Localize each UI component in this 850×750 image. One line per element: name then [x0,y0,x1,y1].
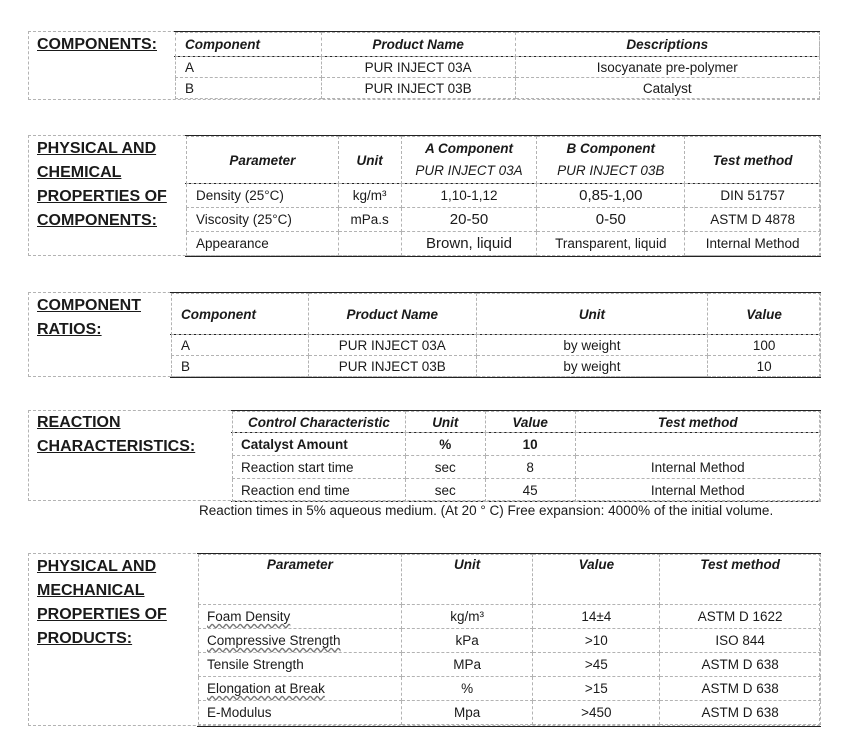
cell: kg/m³ [338,184,401,208]
cell: Transparent, liquid [537,232,685,256]
cell [575,433,820,456]
heading-line: PROPERTIES OF [37,606,167,623]
cell: PUR INJECT 03B [321,78,515,99]
table-row [187,232,821,256]
reaction-heading [37,411,195,459]
cell [199,629,402,653]
col-header [401,137,537,184]
cell: 1,10-1,12 [401,184,537,208]
cell: A [172,335,309,356]
heading-line: REACTION [37,414,121,431]
col-header: Unit [405,412,485,433]
header-line: PUR INJECT 03A [415,163,523,178]
cell [338,232,401,256]
cell: PUR INJECT 03A [321,57,515,78]
cell: Mpa [401,701,533,725]
table-row [176,57,820,78]
heading-line: PRODUCTS: [37,630,133,647]
cell: ASTM D 1622 [660,605,821,629]
table-row [199,677,821,701]
ratios-table [171,293,821,377]
mechanical-table [198,554,821,725]
cell: 100 [708,335,821,356]
cell: B [172,356,309,377]
cell: DIN 51757 [685,184,821,208]
table-row [199,653,821,677]
cell: B [176,78,322,99]
cell: by weight [476,356,708,377]
cell: >15 [533,677,660,701]
col-header: Test method [660,555,821,605]
table-row [176,78,820,99]
cell [199,677,402,701]
cell: ASTM D 638 [660,653,821,677]
cell-text: Foam Density [207,609,291,624]
col-header: Test method [575,412,820,433]
cell: Catalyst Amount [233,433,406,456]
col-header: Parameter [187,137,339,184]
cell: kPa [401,629,533,653]
table-row [199,701,821,725]
col-header: Unit [476,294,708,335]
cell: Viscosity (25°C) [187,208,339,232]
rule [185,256,821,257]
cell: 10 [708,356,821,377]
col-header: Product Name [321,33,515,57]
reaction-table [232,411,821,502]
cell: 20-50 [401,208,537,232]
cell: PUR INJECT 03B [308,356,476,377]
heading-line: PROPERTIES OF [37,188,167,205]
cell: Internal Method [575,456,820,479]
rule [170,377,821,378]
cell: MPa [401,653,533,677]
cell: ASTM D 4878 [685,208,821,232]
cell: 0,85-1,00 [537,184,685,208]
components-table [175,32,820,99]
col-header: Value [708,294,821,335]
cell: Density (25°C) [187,184,339,208]
cell: sec [405,456,485,479]
cell: Catalyst [515,78,819,99]
cell: mPa.s [338,208,401,232]
reaction-note: Reaction times in 5% aqueous medium. (At 20 ° C) Free expansion: 4000% of the initial volume. [199,503,774,518]
cell: 45 [485,479,575,502]
cell: 14±4 [533,605,660,629]
cell: kg/m³ [401,605,533,629]
cell: % [401,677,533,701]
cell: >450 [533,701,660,725]
col-header: Component [176,33,322,57]
components-heading: COMPONENTS: [37,36,157,53]
header-line: PUR INJECT 03B [557,163,665,178]
cell: Reaction start time [233,456,406,479]
cell: % [405,433,485,456]
cell: sec [405,479,485,502]
cell: 0-50 [537,208,685,232]
table-row [172,356,821,377]
cell: Brown, liquid [401,232,537,256]
table-row [187,184,821,208]
cell-text: Compressive Strength [207,633,341,648]
table-row [233,479,821,502]
heading-line: RATIOS: [37,321,102,338]
table-row [199,605,821,629]
cell: >10 [533,629,660,653]
cell: Reaction end time [233,479,406,502]
rule [197,726,821,727]
col-header: Control Characteristic [233,412,406,433]
table-row [172,335,821,356]
cell: A [176,57,322,78]
table-row [187,208,821,232]
cell: 8 [485,456,575,479]
col-header: Value [533,555,660,605]
cell: ISO 844 [660,629,821,653]
header-line: A Component [424,141,513,156]
cell: >45 [533,653,660,677]
cell: Tensile Strength [199,653,402,677]
cell: Appearance [187,232,339,256]
mechanical-heading [37,555,167,651]
col-header: Product Name [308,294,476,335]
col-header: Component [172,294,309,335]
cell: Internal Method [575,479,820,502]
cell: ASTM D 638 [660,677,821,701]
physical-chemical-table [186,136,821,256]
col-header: Descriptions [515,33,819,57]
header-line: B Component [566,141,656,156]
cell: Isocyanate pre-polymer [515,57,819,78]
cell: by weight [476,335,708,356]
cell: 10 [485,433,575,456]
cell-text: Elongation at Break [207,681,325,696]
col-header: Unit [338,137,401,184]
heading-line: PHYSICAL AND [37,140,157,157]
col-header: Value [485,412,575,433]
heading-line: PHYSICAL AND [37,558,157,575]
table-row [199,629,821,653]
col-header: Test method [685,137,821,184]
physical-chemical-heading [37,137,167,233]
table-row [233,456,821,479]
col-header: Parameter [199,555,402,605]
col-header: Unit [401,555,533,605]
table-row [233,433,821,456]
cell: ASTM D 638 [660,701,821,725]
heading-line: COMPONENTS: [37,212,157,229]
cell [199,605,402,629]
heading-line: COMPONENT [37,297,141,314]
heading-line: CHARACTERISTICS: [37,438,196,455]
ratios-heading [37,294,141,342]
col-header [537,137,685,184]
heading-line: CHEMICAL [37,164,122,181]
heading-line: MECHANICAL [37,582,145,599]
cell: Internal Method [685,232,821,256]
cell: E-Modulus [199,701,402,725]
cell: PUR INJECT 03A [308,335,476,356]
